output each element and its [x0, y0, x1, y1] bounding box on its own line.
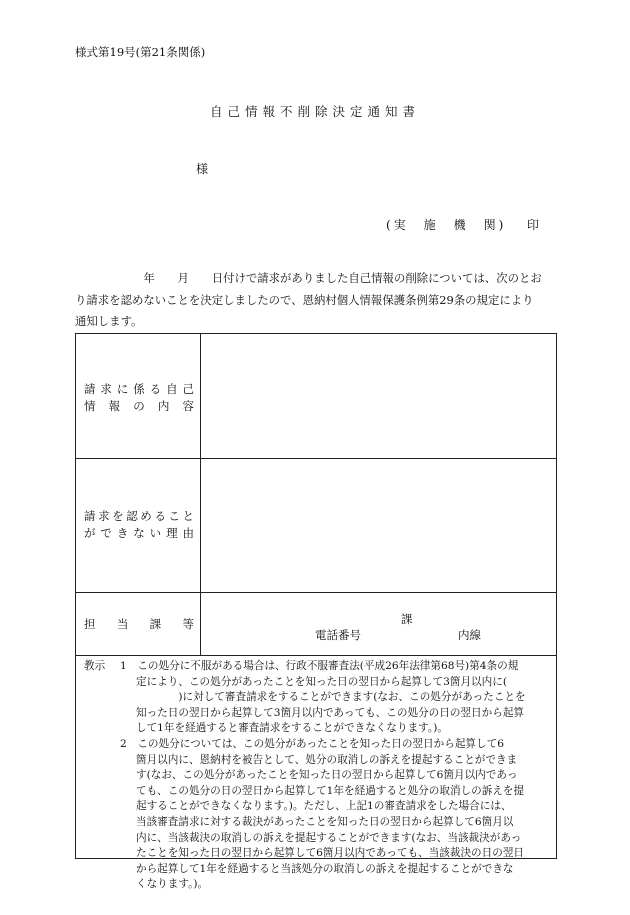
note-line: 2 この処分については、この処分があったことを知った日の翌日から起算して6 — [120, 738, 504, 750]
row-label-line: 請求に係る自己 — [84, 382, 194, 396]
note-line: )に対して審査請求をすることができます(なお、この処分があったことを — [136, 691, 526, 704]
table-row-requested-info — [76, 334, 556, 459]
body-line: 通知します。 — [75, 314, 143, 328]
implementing-agency: (実 施 機 関) — [386, 218, 507, 232]
note-line: たことを知った日の翌日から起算して6箇月以内であっても、当該裁決の日の翌日 — [136, 847, 525, 860]
body-line: り請求を認めないことを決定しましたので、恩納村個人情報保護条例第29条の規定により — [75, 292, 534, 307]
row-label-line: 情 報 の 内 容 — [84, 399, 194, 413]
note-line: から起算して1年を経過すると当該処分の取消しの訴えを提起することができな — [136, 862, 514, 875]
note-line: して1年を経過すると審査請求をすることができなくなります。)。 — [136, 722, 448, 735]
row-label — [84, 508, 194, 542]
row-label-line: ができない理由 — [84, 526, 194, 540]
table-row-instruction — [76, 656, 556, 891]
note-line: 箇月以内に、恩納村を被告として、処分の取消しの訴えを提起することができま — [136, 753, 518, 766]
form-number: 様式第19号(第21条関係) — [75, 45, 206, 59]
reason-value — [201, 459, 556, 592]
instruction-label: 教示 — [84, 660, 106, 672]
seal-mark: 印 — [527, 218, 540, 232]
note-line: 知った日の翌日から起算して3箇月以内であっても、この処分の日の翌日から起算 — [136, 706, 525, 719]
note-line: ても、この処分の日の翌日から起算して1年を経過すると処分の取消しの訴えを提 — [136, 784, 525, 797]
table-row-department — [76, 593, 556, 656]
row-label-line: 請求を認めること — [84, 509, 194, 523]
note-line: 内に、当該裁決の取消しの訴えを提起することができます(なお、当該裁決があっ — [136, 831, 522, 844]
table-row-reason — [76, 459, 556, 593]
recipient-honorific: 様 — [196, 162, 209, 176]
phone-label: 電話番号 — [315, 628, 361, 642]
note-line: 定により、この処分があったことを知った日の翌日から起算して3箇月以内に( — [136, 675, 507, 688]
decision-table — [75, 333, 557, 891]
requested-info-value — [201, 334, 556, 458]
note-line: す(なお、この処分があったことを知った日の翌日から起算して6箇月以内であっ — [136, 769, 518, 782]
note-line: くなります。)。 — [136, 878, 209, 891]
notice-body — [75, 268, 557, 333]
row-label-line: 担 当 課 等 — [84, 617, 194, 631]
row-label-cell — [76, 593, 201, 655]
document-title: 自己情報不削除決定通知書 — [209, 104, 420, 119]
section-label: 課 — [401, 612, 413, 626]
row-label — [84, 616, 194, 633]
extension-label: 内線 — [458, 628, 481, 642]
row-label — [84, 381, 194, 415]
department-value — [201, 593, 556, 655]
note-line: 当該審査請求に対する裁決があったことを知った日の翌日から起算して6箇月以 — [136, 816, 514, 828]
row-label-cell — [76, 459, 201, 592]
note-line: 起することができなくなります。)。ただし、上記1の審査請求をした場合には、 — [136, 800, 512, 813]
body-line: 年 月 日付けで請求がありました自己情報の削除については、次のとお — [75, 271, 542, 285]
note-line: 1 この処分に不服がある場合は、行政不服審査法(平成26年法律第68号)第4条の規 — [120, 660, 519, 672]
row-label-cell — [76, 334, 201, 458]
